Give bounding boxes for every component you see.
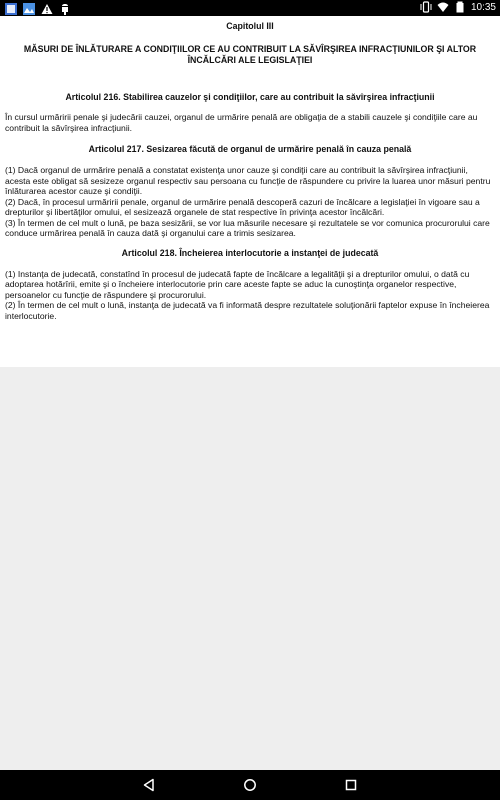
article-216-text: În cursul urmăririi penale şi judecării cauzei, organul de urmărire penală are obligaţia de a stabili cauzele şi condiţiile care au contribuit la săvîrşirea infracţiunii. (5, 112, 478, 133)
clock: 10:35 (470, 1, 496, 13)
status-bar (0, 0, 500, 16)
section-title: MĂSURI DE ÎNLĂTURARE A CONDIŢIILOR CE AU CONTRIBUIT LA SĂVÎRŞIREA INFRACŢIUNILOR ŞI ALTOR ÎNCĂLCĂRI ALE LEGISLAŢIEI (23, 44, 477, 65)
document-view[interactable] (0, 16, 500, 367)
vibrate-icon (420, 1, 432, 13)
article-217-paragraph-2: (2) Dacă, în procesul urmăririi penale, organul de urmărire penală descoperă cazuri de încălcare a legislaţiei în vigoare sau a drepturilor şi libertăţilor omului, el sesizează organele de stat respective în privinţa acestor încălcări. (5, 196, 480, 217)
system-icons (420, 1, 496, 13)
article-218-paragraph-1: (1) Instanţa de judecată, constatînd în procesul de judecată fapte de încălcare a legalităţii şi a drepturilor omului, o dată cu adoptarea hotărîrii, emite şi o încheiere interlocutorie prin care aceste fapte se aduc la cunoştinţa organelor respective, persoanelor cu funcţie de răspundere şi procurorului. (5, 268, 470, 300)
navigation-bar (0, 770, 500, 800)
article-218-title: Articolul 218. Încheierea interlocutorie a instanţei de judecată (121, 247, 379, 258)
battery-icon (454, 1, 466, 13)
warning-icon (41, 2, 53, 14)
home-icon[interactable] (242, 777, 258, 793)
article-218-paragraph-2: (2) În termen de cel mult o lună, instanţa de judecată va fi informată despre rezultatele soluţionării faptelor expuse în încheierea interlocutorie. (5, 300, 490, 321)
article-217-title: Articolul 217. Sesizarea făcută de organul de urmărire penală în cauza penală (88, 144, 412, 154)
article-217-paragraph-3: (3) În termen de cel mult o lună, pe baza sesizării, se vor lua măsurile necesare şi rezultatele se vor comunica procurorului care conduce urmărirea penală în cauza dată şi organului care a trimis sesizarea. (5, 217, 490, 238)
photos-icon (23, 2, 35, 14)
recents-icon[interactable] (343, 777, 359, 793)
notification-icons (5, 2, 71, 14)
app-icon (5, 2, 17, 14)
wifi-icon (437, 1, 449, 13)
android-debug-icon (59, 2, 71, 14)
article-216-title: Articolul 216. Stabilirea cauzelor şi condiţiilor, care au contribuit la săvîrşirea infracţiunii (65, 92, 435, 102)
back-icon[interactable] (141, 777, 157, 793)
chapter-heading: Capitolul III (226, 21, 274, 31)
article-217-paragraph-1: (1) Dacă organul de urmărire penală a constatat existenţa unor cauze şi condiţii care au contribuit la săvîrşirea infracţiunii, acesta este obligat să sesizeze organul respectiv sau persoana cu funcţie de răspundere cu privire la luarea unor măsuri pentru înlăturarea acestor cauze şi condiţii. (5, 165, 491, 196)
